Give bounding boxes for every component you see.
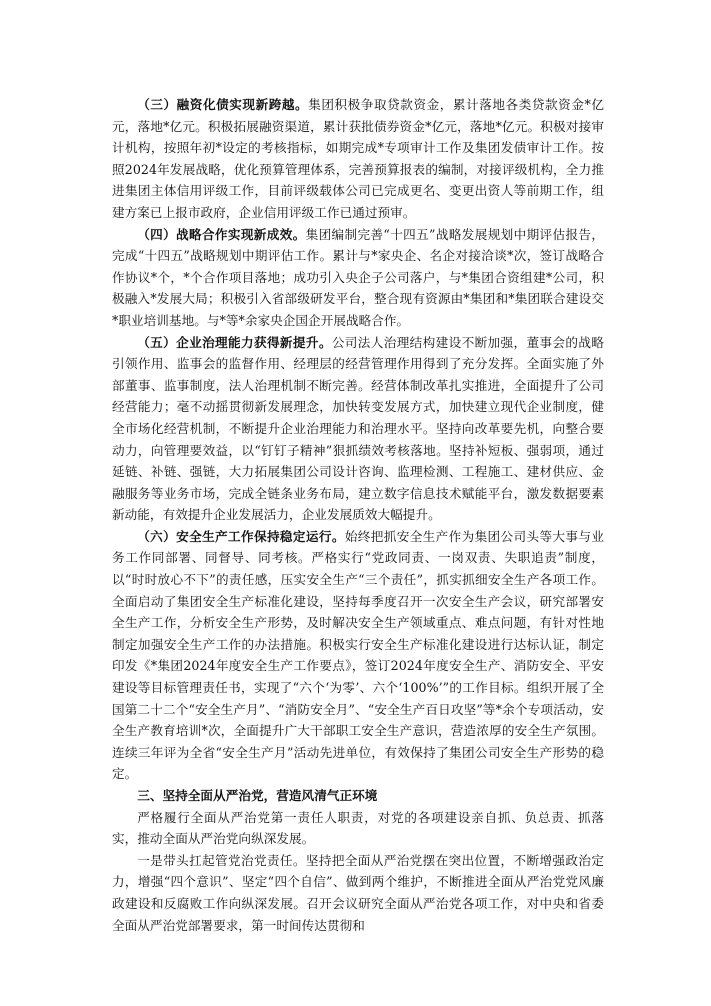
section-financing-lead: （三）融资化债实现新跨越。 bbox=[137, 97, 309, 112]
paragraph-point-one: 一是带头扛起管党治党责任。坚持把全面从严治党摆在突出位置，不断增强政治定力，增强“四个意识”、坚定“四个自信”、做到两个维护，不断推进全面从严治党党风廉政建设和反腐败工作向纵深发展。召开会议研究全面从严治党各项工作，对中央和省委全面从严治党部署要求，第一时间传达贯彻和 bbox=[112, 852, 604, 933]
heading-party-governance: 三、坚持全面从严治党，营造风清气正环境 bbox=[137, 788, 378, 803]
section-strategy-body: 集团编制完善“十四五”战略发展规划中期评估报告，完成“十四五”战略规划中期评估工作。累计与*家央企、名企对接洽谈*次，签订战略合作协议*个，*个合作项目落地；成功引入央企子公司落户，与*集团合资组建*公司，积极融入*发展大局；积极引入省部级研发平台，整合现有资源由*集团和*集团联合建设交*职业培训基地。与*等*余家央企国企开展战略合作。 bbox=[112, 226, 604, 328]
paragraph-intro: 严格履行全面从严治党第一责任人职责，对党的各项建设亲自抓、负总责、抓落实，推动全面从严治党向纵深发展。 bbox=[112, 809, 604, 847]
section-safety bbox=[112, 526, 604, 785]
section-governance-body: 公司法人治理结构建设不断加强，董事会的战略引领作用、监事会的监督作用、经理层的经营管理作用得到了充分发挥。全面实施了外部董事、监事制度，法人治理机制不断完善。经营体制改革扎实推进，全面提升了公司经营能力；毫不动摇贯彻新发展理念，加快转变发展方式，加快建立现代企业制度，健全市场化经营机制，不断提升企业治理能力和治理水平。坚持向改革要先机，向整合要动力，向管理要效益，以“钉钉子精神”狠抓绩效考核落地。坚持补短板、强弱项，通过延链、补链、强链，大力拓展集团公司设计咨询、监理检测、工程施工、建材供应、金融服务等业务市场，完成全链条业务布局，建立数字信息技术赋能平台，激发数据要素新动能，有效提升企业发展活力，企业发展质效大幅提升。 bbox=[112, 334, 604, 523]
section-safety-body: 始终把抓安全生产作为集团公司头等大事与业务工作同部署、同督导、同考核。严格实行“党政同责、一岗双责、失职追责”制度，以“时时放心不下”的责任感，压实安全生产“三个责任”，抓实抓细安全生产各项工作。全面启动了集团安全生产标准化建设，坚持每季度召开一次安全生产会议，研究部署安全生产工作，分析安全生产形势，及时解决安全生产领域重点、难点问题，有针对性地制定加强安全生产工作的办法措施。积极实行安全生产标准化建设进行达标认证，制定印发《*集团2024年度安全生产工作要点》，签订2024年度安全生产、消防安全、平安建设等目标管理责任书，实现了“六个‘为零’、六个‘100%’”的工作目标。组织开展了全国第二十二个“安全生产月”、“消防安全月”、“安全生产百日攻坚”等*余个专项活动，安全生产教育培训*次，全面提升广大干部职工安全生产意识，营造浓厚的安全生产氛围。连续三年评为全省“安全生产月”活动先进单位，有效保持了集团公司安全生产形势的稳定。 bbox=[112, 528, 604, 782]
section-financing-body: 集团积极争取贷款资金，累计落地各类贷款资金*亿元，落地*亿元。积极拓展融资渠道，累计获批债券资金*亿元，落地*亿元。积极对接审计机构，按照年初*设定的考核指标，如期完成*专项审计工作及集团发债审计工作。按照2024年发展战略，优化预算管理体系，完善预算报表的编制，对接评级机构，全力推进集团主体信用评级工作，目前评级载体公司已完成更名、变更出资人等前期工作，组建方案已上报市政府，企业信用评级工作已通过预审。 bbox=[112, 97, 604, 220]
section-safety-lead: （六）安全生产工作保持稳定运行。 bbox=[137, 528, 345, 544]
document-page bbox=[112, 94, 604, 936]
section-strategy bbox=[112, 224, 604, 332]
section-strategy-lead: （四）战略合作实现新成效。 bbox=[137, 226, 306, 242]
section-governance-lead: （五）企业治理能力获得新提升。 bbox=[137, 334, 332, 350]
section-governance bbox=[112, 332, 604, 526]
section-financing bbox=[112, 94, 604, 224]
